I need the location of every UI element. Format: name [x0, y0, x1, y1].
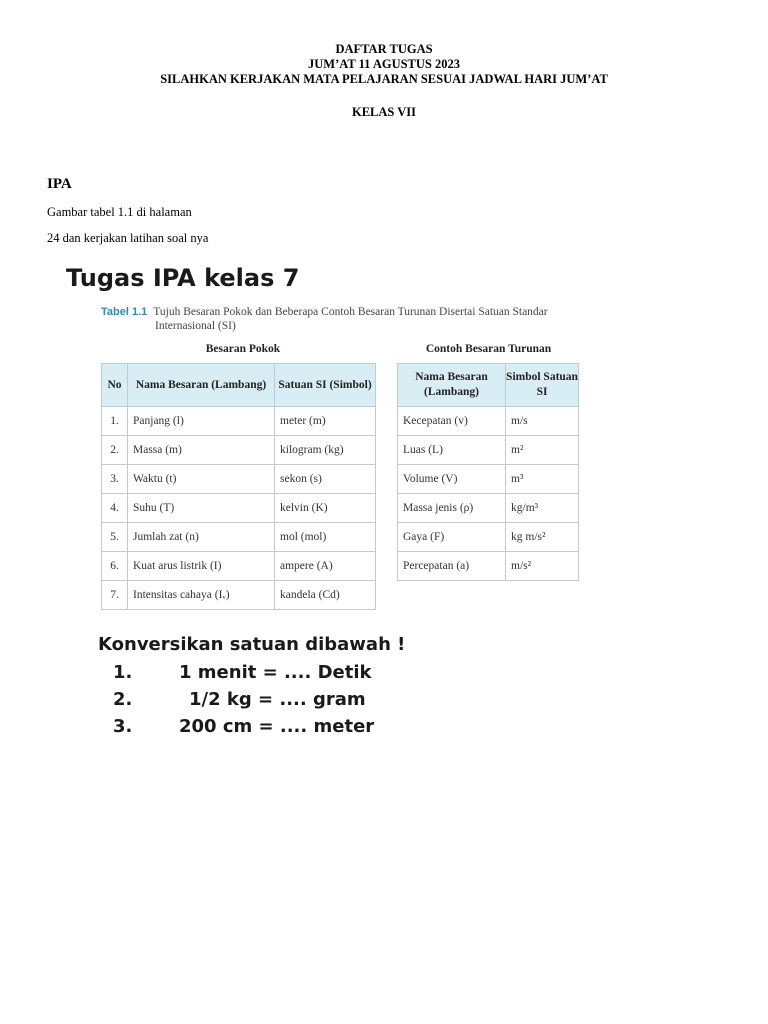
- header-date: JUM’AT 11 AGUSTUS 2023: [308, 57, 460, 71]
- table-row: [398, 436, 579, 465]
- col-header-satuan: [275, 364, 376, 407]
- cell-satuan: kandela (Cd): [275, 581, 376, 610]
- conversion-item: [113, 662, 371, 683]
- col-header-simbol-text: Simbol Satuan SI: [506, 371, 578, 398]
- col-header-nama-text: Nama Besaran (Lambang): [135, 378, 267, 391]
- cell-simbol: kg m/s²: [506, 523, 579, 552]
- cell-nama: Jumlah zat (n): [128, 523, 275, 552]
- table-label: Tabel 1.1: [101, 306, 148, 318]
- col-header-nama: [128, 364, 275, 407]
- item-number: 3.: [113, 716, 133, 737]
- cell-simbol: kg/m³: [506, 494, 579, 523]
- cell-satuan: ampere (A): [275, 552, 376, 581]
- table-besaran-pokok: [101, 363, 376, 610]
- table-row: [398, 465, 579, 494]
- col-header-satuan-text: Satuan SI (Simbol): [278, 378, 372, 391]
- conversion-item: [113, 716, 374, 737]
- instruction-line-1: Gambar tabel 1.1 di halaman: [47, 205, 192, 219]
- cell-no: 1.: [102, 407, 128, 436]
- group-title-besaran-pokok: Besaran Pokok: [205, 343, 281, 355]
- class-label: KELAS VII: [351, 105, 417, 119]
- cell-nama: Kuat arus listrik (I): [128, 552, 275, 581]
- cell-no: 7.: [102, 581, 128, 610]
- cell-satuan: meter (m): [275, 407, 376, 436]
- table-row: [102, 581, 376, 610]
- table-row: [102, 494, 376, 523]
- group-title-besaran-turunan: Contoh Besaran Turunan: [425, 343, 552, 355]
- table-row: [398, 552, 579, 581]
- header-title: DAFTAR TUGAS: [335, 42, 433, 56]
- cell-no: 2.: [102, 436, 128, 465]
- cell-satuan: kelvin (K): [275, 494, 376, 523]
- cell-no: 5.: [102, 523, 128, 552]
- table-besaran-turunan: [397, 363, 579, 581]
- table-body: [398, 407, 579, 581]
- item-number: 2.: [113, 689, 133, 710]
- cell-simbol: m³: [506, 465, 579, 494]
- conversion-title: Konversikan satuan dibawah !: [98, 634, 406, 655]
- cell-nama: Massa jenis (ρ): [398, 494, 506, 523]
- col-header-nama: [398, 364, 506, 407]
- header-instruction: SILAHKAN KERJAKAN MATA PELAJARAN SESUAI JADWAL HARI JUM’AT: [160, 72, 608, 86]
- table-header-row: [102, 364, 376, 407]
- cell-nama: Intensitas cahaya (Iᵥ): [128, 581, 275, 610]
- item-text: 1 menit = .... Detik: [179, 662, 372, 683]
- table-row: [102, 407, 376, 436]
- cell-satuan: sekon (s): [275, 465, 376, 494]
- table-row: [102, 552, 376, 581]
- cell-satuan: mol (mol): [275, 523, 376, 552]
- col-header-simbol: [506, 364, 579, 407]
- cell-simbol: m²: [506, 436, 579, 465]
- item-text: 200 cm = .... meter: [179, 716, 375, 737]
- cell-nama: Massa (m): [128, 436, 275, 465]
- cell-simbol: m/s²: [506, 552, 579, 581]
- cell-no: 3.: [102, 465, 128, 494]
- table-row: [398, 494, 579, 523]
- cell-nama: Percepatan (a): [398, 552, 506, 581]
- conversion-item: [113, 689, 366, 710]
- table-row: [102, 465, 376, 494]
- cell-nama: Luas (L): [398, 436, 506, 465]
- table-row: [398, 407, 579, 436]
- document-header: [0, 42, 768, 87]
- instruction-line-2: 24 dan kerjakan latihan soal nya: [47, 231, 209, 245]
- cell-no: 6.: [102, 552, 128, 581]
- cell-nama: Volume (V): [398, 465, 506, 494]
- table-body: [102, 407, 376, 610]
- cell-nama: Gaya (F): [398, 523, 506, 552]
- caption-line-1: Tujuh Besaran Pokok dan Beberapa Contoh Besaran Turunan Disertai Satuan Standar: [153, 306, 548, 318]
- item-text: 1/2 kg = .... gram: [189, 689, 366, 710]
- cell-nama: Panjang (l): [128, 407, 275, 436]
- cell-nama: Suhu (T): [128, 494, 275, 523]
- cell-nama: Waktu (t): [128, 465, 275, 494]
- col-header-no: No: [102, 364, 128, 407]
- table-caption: [101, 305, 591, 333]
- col-header-nama-text: Nama Besaran (Lambang): [415, 371, 488, 398]
- table-header-row: [398, 364, 579, 407]
- cell-nama: Kecepatan (v): [398, 407, 506, 436]
- task-title: Tugas IPA kelas 7: [66, 264, 300, 292]
- caption-line-2: Internasional (SI): [155, 320, 236, 332]
- table-row: [102, 523, 376, 552]
- table-row: [102, 436, 376, 465]
- item-number: 1.: [113, 662, 133, 683]
- subject-heading: IPA: [47, 176, 72, 192]
- table-row: [398, 523, 579, 552]
- cell-no: 4.: [102, 494, 128, 523]
- cell-satuan: kilogram (kg): [275, 436, 376, 465]
- cell-simbol: m/s: [506, 407, 579, 436]
